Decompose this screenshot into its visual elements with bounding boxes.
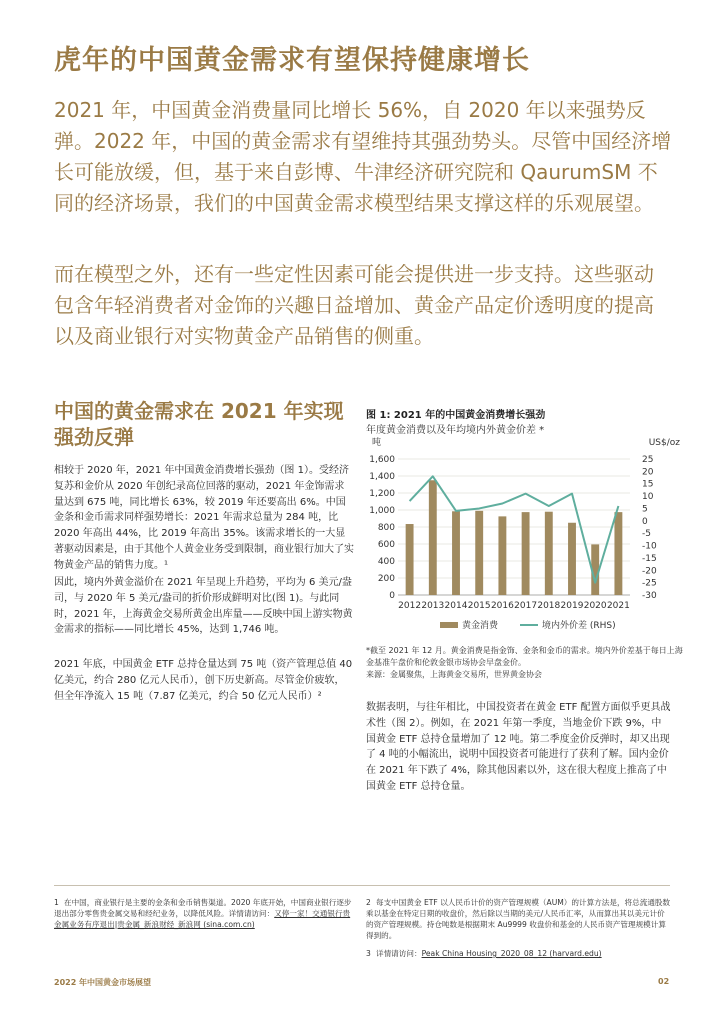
bar [568, 523, 576, 595]
x-tick-label: 2017 [514, 601, 538, 611]
body-paragraph-right: 数据表明，与往年相比，中国投资者在黄金 ETF 配置方面似乎更具战术性（图 2）。例如，在 2021 年第一季度，当地金价下跌 9%，中国黄金 ETF 总持仓量增加了 12 吨。第二季度金价反弹时，却又出现了 4 吨的小幅流出，说明中国投资者可能进行了获利了解。国内金价在 2021 年下跌了 4%，除其他因素以外，这在很大程度上推高了中国黄金 ETF 总持仓量。 [366, 702, 671, 792]
series-line [410, 476, 619, 582]
y-tick-label-left: 200 [377, 574, 395, 584]
y-tick-label-right: -25 [642, 578, 657, 589]
bar [498, 516, 506, 595]
x-tick-label: 2015 [467, 601, 491, 611]
legend-swatch-line [520, 624, 538, 626]
y-tick-label-left: 800 [377, 523, 395, 533]
y-tick-label-left: 1,000 [369, 506, 395, 516]
footnote-number: 3 [366, 949, 371, 958]
footer-title: 2022 年中国黄金市场展望 [54, 978, 152, 987]
footnote-text: 在中国，商业银行是主要的金条和金币销售渠道。2020 年底开始，中国商业银行逐步退出部分零售贵金属交易和经纪业务，以降低风险。详情请访问： [54, 898, 352, 918]
figure-source: 来源：金属聚焦，上海黄金交易所，世界黄金协会 [366, 670, 542, 679]
y-tick-label-left: 1,400 [369, 472, 395, 482]
y-tick-label-right: 15 [642, 479, 654, 490]
footnote-number: 2 [366, 898, 371, 907]
page-title: 虎年的中国黄金需求有望保持健康增长 [54, 45, 530, 76]
y-tick-label-left: 400 [377, 557, 395, 567]
x-tick-label: 2013 [421, 601, 445, 611]
footnote-divider [54, 885, 670, 886]
lead-paragraph: 而在模型之外，还有一些定性因素可能会提供进一步支持。这些驱动包含年轻消费者对金饰的兴趣日益增加、黄金产品定价透明度的提高以及商业银行对实物黄金产品销售的侧重。 [54, 262, 654, 348]
x-tick-label: 2018 [537, 601, 561, 611]
footnote-link[interactable]: 又停一家！交通银行贵金属业务有序退出|贵金属_新浪财经_新浪网 (sina.com.cn) [54, 909, 351, 929]
y-tick-label-left: 0 [389, 591, 395, 601]
page-number: 02 [658, 977, 670, 986]
bar [614, 512, 622, 595]
bar [406, 524, 414, 595]
footnote-link[interactable]: Peak China Housing_2020_08_12 (harvard.edu) [421, 949, 602, 958]
y-tick-label-right: 0 [642, 516, 648, 527]
footnote-text: 每支中国黄金 ETF 以人民币计价的资产管理规模（AUM）的计算方法是，将总流通股数乘以基金在特定日期的收盘价，然后除以当期的美元/人民币汇率，从而算出其以美元计价的资产管理规模。持仓吨数是根据期末 Au9999 收盘价和基金的人民币资产管理规模计算得到的。 [366, 898, 671, 940]
x-tick-label: 2019 [560, 601, 584, 611]
left-axis-unit: 吨 [372, 438, 382, 448]
y-tick-label-left: 600 [377, 540, 395, 550]
body-paragraph: 因此，境内外黄金溢价在 2021 年呈现上升趋势，平均为 6 美元/盎司，与 2020 年 5 美元/盎司的折价形成鲜明对比(图 1)。与此同时，2021 年，上海黄金交易所黄金出库量——反映中国上游实物黄金需求的指标——同比增长 45%，达到 1,746 吨。 [54, 577, 353, 636]
bar [429, 480, 437, 595]
bar [452, 511, 460, 595]
section-heading: 中国的黄金需求在 2021 年实现强劲反弹 [54, 399, 344, 449]
footnote-1 [54, 897, 354, 930]
legend-swatch-bar [440, 622, 458, 628]
figure-title: 图 1: 2021 年的中国黄金消费增长强劲 [366, 410, 546, 421]
footnote-text: 详情请访问： [376, 949, 422, 958]
lead-paragraph: 2021 年，中国黄金消费量同比增长 56%，自 2020 年以来强势反弹。2022 年，中国的黄金需求有望维持其强劲势头。尽管中国经济增长可能放缓，但，基于来自彭博、牛津经济研究院和 QaurumSM 不同的经济场景，我们的中国黄金需求模型结果支撑这样的乐观展望。 [54, 98, 672, 215]
y-tick-label-left: 1,600 [369, 455, 395, 465]
x-tick-label: 2021 [606, 601, 630, 611]
y-tick-label-left: 1,200 [369, 489, 395, 499]
y-tick-label-right: -30 [642, 591, 657, 601]
x-tick-label: 2016 [490, 601, 514, 611]
bar [475, 511, 483, 595]
y-tick-label-right: -5 [642, 529, 651, 540]
legend-label: 境内外价差 (RHS) [542, 621, 616, 631]
chart-legend [440, 618, 616, 631]
y-tick-label-right: -15 [642, 553, 657, 564]
legend-label: 黄金消费 [462, 621, 499, 631]
bar [545, 512, 553, 595]
body-paragraph: 相较于 2020 年，2021 年中国黄金消费增长强劲（图 1）。受经济复苏和金价从 2020 年创纪录高位回落的驱动，2021 年金饰需求量达到 675 吨，同比增长 63%，较 2019 年还要高出 6%。中国金条和金币需求同样强势增长：2021 年需求总量为 284 吨，比 2020 年高出 44%，比 2019 年高出 35%。该需求增长的一大显著驱动因素是，由于其他个人黄金业务受到限制，商业银行加大了实物黄金产品的销售力度。¹ [54, 465, 354, 571]
y-tick-label-right: 25 [642, 455, 654, 465]
x-tick-label: 2012 [398, 601, 422, 611]
x-tick-label: 2014 [444, 601, 468, 611]
bar [522, 512, 530, 595]
footnote-number: 1 [54, 898, 59, 907]
x-tick-label: 2020 [583, 601, 607, 611]
y-tick-label-right: 20 [642, 467, 654, 478]
figure-note-text: *截至 2021 年 12 月。黄金消费是指金饰、金条和金币的需求。境内外价差基于每日上海金基准午盘价和伦敦金银市场协会早盘金价。 [366, 646, 683, 667]
footnote-2 [366, 897, 671, 941]
y-tick-label-right: 10 [642, 492, 654, 503]
right-axis-unit: US$/oz [648, 438, 680, 448]
chart [360, 436, 690, 616]
y-tick-label-right: -20 [642, 566, 657, 577]
y-tick-label-right: -10 [642, 541, 657, 552]
figure-note [366, 645, 686, 681]
figure-subtitle: 年度黄金消费以及年均境内外黄金价差 * [366, 425, 545, 436]
y-tick-label-right: 5 [642, 504, 648, 515]
body-paragraph: 2021 年底，中国黄金 ETF 总持仓量达到 75 吨（资产管理总值 40 亿美元，约合 280 亿元人民币），创下历史新高。尽管金价疲软，但全年净流入 15 吨（7.87 亿美元，约合 50 亿元人民币）² [54, 659, 353, 702]
footnote-3 [366, 948, 671, 959]
